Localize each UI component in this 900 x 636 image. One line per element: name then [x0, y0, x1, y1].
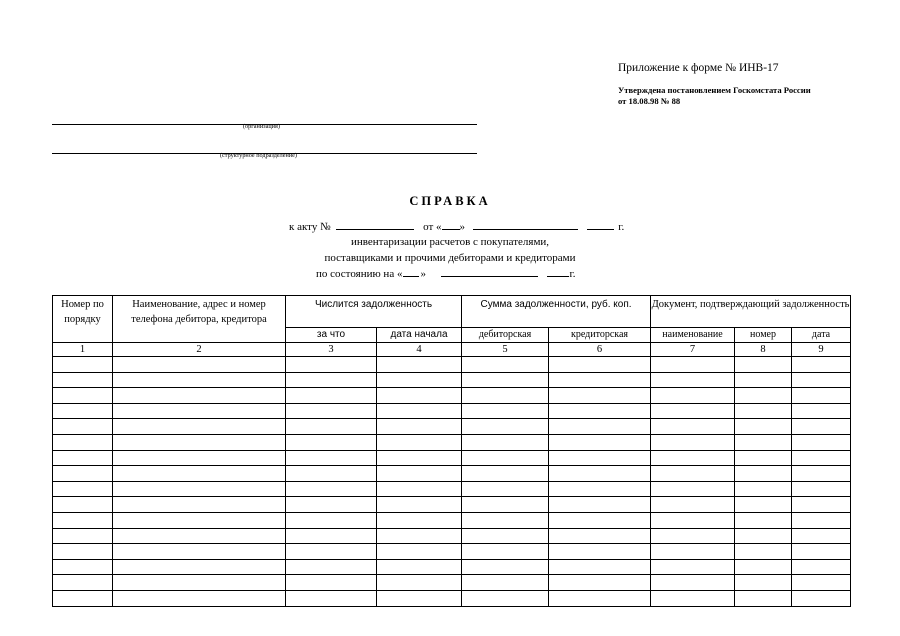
table-row [53, 512, 851, 528]
table-cell[interactable] [286, 403, 377, 419]
table-row [53, 497, 851, 513]
table-cell[interactable] [377, 528, 462, 544]
table-cell[interactable] [651, 497, 735, 513]
table-cell[interactable] [113, 497, 286, 513]
table-body [53, 357, 851, 607]
subtitle-line-1: инвентаризации расчетов с покупателями, [350, 236, 550, 248]
approval-note [618, 85, 811, 107]
table-cell[interactable] [792, 466, 851, 482]
table-cell[interactable] [792, 559, 851, 575]
table-cell[interactable] [651, 528, 735, 544]
table-cell[interactable] [113, 528, 286, 544]
table-cell[interactable] [377, 403, 462, 419]
header-debt-recorded: Числится задолженность [286, 296, 462, 328]
appendix-title: Приложение к форме № ИНВ-17 [618, 62, 779, 74]
table-cell[interactable] [792, 450, 851, 466]
table-cell[interactable] [549, 466, 651, 482]
table-row [53, 450, 851, 466]
state-quote-close: » [420, 268, 426, 280]
table-cell[interactable] [53, 497, 113, 513]
table-cell[interactable] [286, 497, 377, 513]
header-payable: кредиторская [549, 328, 651, 343]
approval-line-2: от 18.08.98 № 88 [618, 96, 681, 106]
table-cell[interactable] [462, 419, 549, 435]
table-cell[interactable] [462, 388, 549, 404]
table-cell[interactable] [462, 357, 549, 373]
table-cell[interactable] [377, 434, 462, 450]
table-cell[interactable] [549, 559, 651, 575]
table-cell[interactable] [53, 372, 113, 388]
table-cell[interactable] [651, 357, 735, 373]
table-cell[interactable] [286, 481, 377, 497]
table-cell[interactable] [549, 497, 651, 513]
table-cell[interactable] [735, 357, 792, 373]
table-cell[interactable] [735, 419, 792, 435]
table-cell[interactable] [792, 372, 851, 388]
state-month-field[interactable] [441, 268, 538, 277]
table-cell[interactable] [735, 466, 792, 482]
table-cell[interactable] [735, 372, 792, 388]
table-cell[interactable] [377, 357, 462, 373]
table-cell[interactable] [53, 403, 113, 419]
table-cell[interactable] [735, 434, 792, 450]
table-cell[interactable] [792, 590, 851, 606]
header-document-name: наименование [651, 328, 735, 343]
column-number: 1 [53, 343, 113, 357]
header-document-number: номер [735, 328, 792, 343]
table-cell[interactable] [53, 559, 113, 575]
table-cell[interactable] [735, 450, 792, 466]
table-cell[interactable] [549, 544, 651, 560]
act-month-field[interactable] [473, 221, 578, 230]
table-cell[interactable] [462, 466, 549, 482]
header-debt-amount: Сумма задолженности, руб. коп. [462, 296, 651, 328]
table-cell[interactable] [549, 481, 651, 497]
table-row [53, 357, 851, 373]
table-cell[interactable] [549, 512, 651, 528]
table-cell[interactable] [651, 388, 735, 404]
header-document-date: дата [792, 328, 851, 343]
table-cell[interactable] [462, 481, 549, 497]
table-row [53, 466, 851, 482]
column-number: 7 [651, 343, 735, 357]
table-cell[interactable] [549, 388, 651, 404]
table-cell[interactable] [462, 575, 549, 591]
table-row [53, 559, 851, 575]
table-cell[interactable] [462, 497, 549, 513]
table-cell[interactable] [286, 559, 377, 575]
table-cell[interactable] [377, 481, 462, 497]
act-number-field[interactable] [336, 221, 414, 230]
table-cell[interactable] [113, 372, 286, 388]
table-cell[interactable] [735, 403, 792, 419]
column-number: 5 [462, 343, 549, 357]
table-cell[interactable] [735, 559, 792, 575]
table-cell[interactable] [113, 403, 286, 419]
table-cell[interactable] [735, 512, 792, 528]
table-cell[interactable] [377, 466, 462, 482]
table-row [53, 372, 851, 388]
table-row [53, 590, 851, 606]
table-cell[interactable] [113, 544, 286, 560]
table-cell[interactable] [113, 466, 286, 482]
table-cell[interactable] [113, 434, 286, 450]
table-row [53, 528, 851, 544]
table-cell[interactable] [549, 372, 651, 388]
table-cell[interactable] [113, 481, 286, 497]
table-cell[interactable] [377, 544, 462, 560]
table-cell[interactable] [792, 419, 851, 435]
table-cell[interactable] [53, 544, 113, 560]
table-cell[interactable] [549, 590, 651, 606]
table-cell[interactable] [53, 590, 113, 606]
table-cell[interactable] [462, 403, 549, 419]
table-cell[interactable] [286, 434, 377, 450]
settlements-table [52, 295, 851, 607]
table-cell[interactable] [792, 528, 851, 544]
table-cell[interactable] [735, 590, 792, 606]
table-cell[interactable] [792, 544, 851, 560]
table-cell[interactable] [377, 450, 462, 466]
table-cell[interactable] [651, 434, 735, 450]
table-cell[interactable] [53, 575, 113, 591]
table-cell[interactable] [735, 544, 792, 560]
table-cell[interactable] [286, 419, 377, 435]
table-cell[interactable] [792, 388, 851, 404]
table-row [53, 481, 851, 497]
table-cell[interactable] [792, 357, 851, 373]
table-cell[interactable] [462, 512, 549, 528]
column-number: 9 [792, 343, 851, 357]
table-cell[interactable] [792, 403, 851, 419]
table-cell[interactable] [113, 512, 286, 528]
table-cell[interactable] [286, 466, 377, 482]
table-cell[interactable] [53, 512, 113, 528]
table-cell[interactable] [113, 419, 286, 435]
header-row-number: Номер по порядку [53, 296, 113, 343]
table-row [53, 544, 851, 560]
act-year-suffix: г. [618, 221, 625, 233]
table-cell[interactable] [286, 528, 377, 544]
column-number: 3 [286, 343, 377, 357]
table-cell[interactable] [113, 388, 286, 404]
table-cell[interactable] [792, 512, 851, 528]
state-year-field[interactable] [547, 268, 569, 277]
header-receivable: дебиторская [462, 328, 549, 343]
table-cell[interactable] [735, 388, 792, 404]
table-cell[interactable] [462, 434, 549, 450]
organization-caption: (организация) [243, 123, 280, 130]
column-number: 8 [735, 343, 792, 357]
table-cell[interactable] [651, 403, 735, 419]
column-number: 6 [549, 343, 651, 357]
table-cell[interactable] [651, 559, 735, 575]
table-cell[interactable] [549, 357, 651, 373]
table-row [53, 434, 851, 450]
approval-line-1: Утверждена постановлением Госкомстата России [618, 85, 811, 95]
table-cell[interactable] [735, 528, 792, 544]
table-cell[interactable] [286, 575, 377, 591]
table-cell[interactable] [462, 528, 549, 544]
header-debt-start-date: дата начала [377, 328, 462, 343]
table-cell[interactable] [549, 528, 651, 544]
header-supporting-document: Документ, подтверждающий задолженность [651, 296, 851, 328]
table-cell[interactable] [651, 590, 735, 606]
table-cell[interactable] [549, 434, 651, 450]
act-quote-close: » [459, 221, 466, 233]
table-cell[interactable] [462, 544, 549, 560]
table-cell[interactable] [549, 450, 651, 466]
table-cell[interactable] [286, 450, 377, 466]
table-cell[interactable] [549, 575, 651, 591]
column-number: 4 [377, 343, 462, 357]
table-cell[interactable] [53, 419, 113, 435]
table-cell[interactable] [286, 590, 377, 606]
table-cell[interactable] [792, 575, 851, 591]
table-cell[interactable] [53, 528, 113, 544]
table-cell[interactable] [651, 466, 735, 482]
table-cell[interactable] [286, 388, 377, 404]
table-cell[interactable] [462, 372, 549, 388]
table-cell[interactable] [462, 590, 549, 606]
table-cell[interactable] [377, 388, 462, 404]
state-prefix: по состоянию на « [316, 268, 403, 280]
act-day-field[interactable] [442, 221, 460, 230]
table-cell[interactable] [377, 575, 462, 591]
act-prefix: к акту № [289, 221, 331, 233]
table-cell[interactable] [113, 357, 286, 373]
table-cell[interactable] [462, 450, 549, 466]
column-number: 2 [113, 343, 286, 357]
table-cell[interactable] [735, 481, 792, 497]
table-cell[interactable] [651, 450, 735, 466]
header-debtor-creditor: Наименование, адрес и номер телефона дебитора, кредитора [113, 296, 286, 343]
table-cell[interactable] [651, 481, 735, 497]
table-cell[interactable] [53, 357, 113, 373]
table-cell[interactable] [651, 544, 735, 560]
table-cell[interactable] [549, 403, 651, 419]
table-cell[interactable] [53, 466, 113, 482]
table-cell[interactable] [792, 481, 851, 497]
table-cell[interactable] [377, 512, 462, 528]
table-cell[interactable] [113, 590, 286, 606]
table-cell[interactable] [377, 497, 462, 513]
table-cell[interactable] [735, 497, 792, 513]
table-cell[interactable] [113, 575, 286, 591]
table-cell[interactable] [651, 512, 735, 528]
table-cell[interactable] [651, 372, 735, 388]
act-from-label: от « [423, 221, 442, 233]
table-cell[interactable] [651, 575, 735, 591]
table-cell[interactable] [792, 497, 851, 513]
table-cell[interactable] [286, 372, 377, 388]
table-cell[interactable] [53, 434, 113, 450]
table-cell[interactable] [651, 419, 735, 435]
table-cell[interactable] [53, 481, 113, 497]
table-cell[interactable] [286, 357, 377, 373]
table-cell[interactable] [53, 450, 113, 466]
state-date-line [316, 268, 575, 280]
table-cell[interactable] [735, 575, 792, 591]
table-row [53, 419, 851, 435]
table-row [53, 388, 851, 404]
subdivision-caption: (структурное подразделение) [220, 152, 297, 159]
table-cell[interactable] [377, 419, 462, 435]
table-cell[interactable] [549, 419, 651, 435]
state-year-suffix: г. [569, 268, 576, 280]
table-cell[interactable] [377, 559, 462, 575]
table-cell[interactable] [377, 372, 462, 388]
act-year-field[interactable] [587, 221, 614, 230]
table-cell[interactable] [113, 450, 286, 466]
table-cell[interactable] [792, 434, 851, 450]
table-cell[interactable] [113, 559, 286, 575]
table-cell[interactable] [377, 590, 462, 606]
state-day-field[interactable] [403, 268, 419, 277]
table-cell[interactable] [286, 512, 377, 528]
table-cell[interactable] [462, 559, 549, 575]
act-reference-line [289, 221, 624, 233]
subtitle-line-2: поставщиками и прочими дебиторами и кредиторами [324, 252, 576, 264]
table-cell[interactable] [53, 388, 113, 404]
document-title: СПРАВКА [409, 194, 491, 208]
header-debt-for: за что [286, 328, 377, 343]
table-cell[interactable] [286, 544, 377, 560]
table-row [53, 403, 851, 419]
table-row [53, 575, 851, 591]
